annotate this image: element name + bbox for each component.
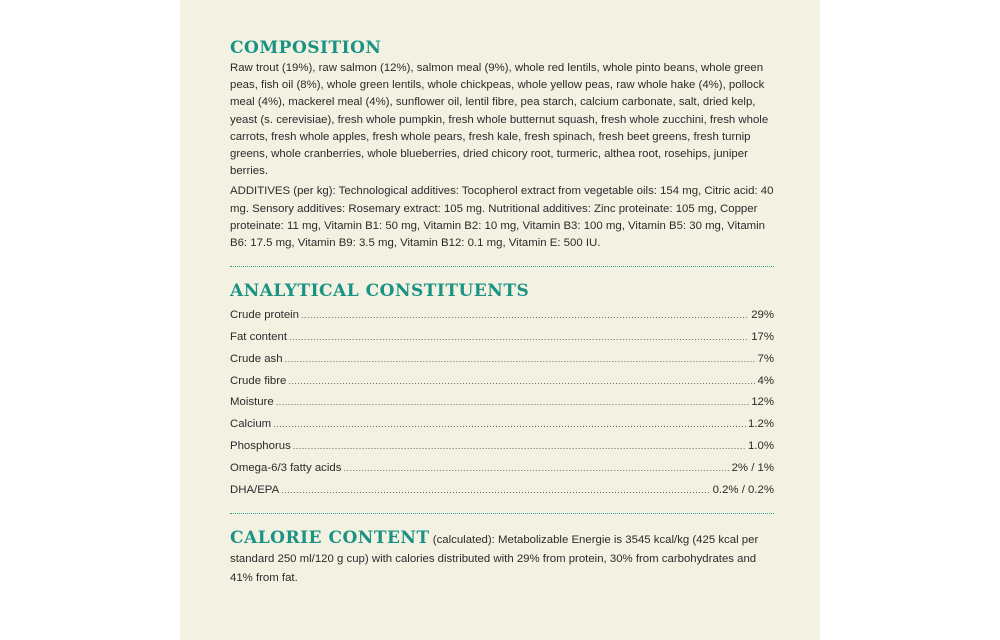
constituent-value: 0.2% / 0.2% [712,483,774,496]
constituent-value: 7% [757,352,774,365]
constituent-row [230,480,774,502]
label-panel [180,0,820,640]
constituent-row [230,392,774,414]
dot-leader [281,480,710,502]
constituent-name: Moisture [230,396,274,409]
dot-leader [289,327,749,349]
constituent-value: 1.0% [748,440,774,453]
constituent-name: Crude ash [230,352,283,365]
calorie-heading: CALORIE CONTENT [230,528,430,549]
additives-text: ADDITIVES (per kg): Technological additives: Tocopherol extract from vegetable oils: 154 mg, Citric acid: 40 mg. Sensory additives: Rosemary extract: 105 mg. Nutritional additives: Zinc proteinate: 105 mg, Copper proteinate: 11 mg, Vitamin B1: 50 mg, Vitamin B2: 10 mg, Vitamin B3: 100 mg, Vitamin B5: 30 mg, Vitamin B6: 17.5 mg, Vitamin B9: 3.5 mg, Vitamin B12: 0.1 mg, Vitamin E: 500 IU. [230,185,774,250]
label-content [230,38,774,588]
constituent-name: Omega-6/3 fatty acids [230,461,342,474]
constituent-value: 17% [751,331,774,344]
dot-leader [285,349,756,371]
dot-leader [301,305,749,327]
constituent-value: 1.2% [748,418,774,431]
constituent-name: Crude protein [230,309,300,322]
dot-leader [273,414,746,436]
constituent-name: Crude fibre [230,374,287,387]
constituents-list [230,305,774,501]
constituent-row [230,458,774,480]
constituent-name: Calcium [230,418,272,431]
constituent-value: 12% [751,396,774,409]
constituent-name: Fat content [230,331,287,344]
dot-leader [343,458,729,480]
ingredients-text: Raw trout (19%), raw salmon (12%), salmon meal (9%), whole red lentils, whole pinto beans, whole green peas, fish oil (8%), whole green lentils, whole chickpeas, whole yellow peas, raw whole hake (4%), pollock meal (4%), mackerel meal (4%), sunflower oil, lentil fibre, pea starch, calcium carbonate, salt, dried kelp, yeast (s. cerevisiae), fresh whole pumpkin, fresh whole butternut squash, fresh whole zucchini, fresh whole carrots, fresh whole apples, fresh whole pears, fresh kale, fresh spinach, fresh beet greens, fresh turnip greens, whole cranberries, whole blueberries, dried chicory root, turmeric, althea root, rosehips, juniper berries. [230,62,769,178]
constituent-row [230,305,774,327]
constituent-row [230,327,774,349]
dot-leader [276,392,750,414]
dot-leader [293,436,746,458]
constituent-value: 4% [757,374,774,387]
constituent-name: DHA/EPA [230,483,280,496]
calorie-paragraph [230,528,774,588]
constituent-row [230,349,774,371]
constituent-row [230,414,774,436]
analytical-heading: ANALYTICAL CONSTITUENTS [230,281,530,302]
dot-leader [288,371,755,393]
constituent-row [230,371,774,393]
constituent-value: 29% [751,309,774,322]
constituent-value: 2% / 1% [731,461,774,474]
constituent-name: Phosphorus [230,440,291,453]
constituent-row [230,436,774,458]
calorie-text: (calculated): Metabolizable Energie is 3545 kcal/kg (425 kcal per standard 250 ml/120 g cup) with calories distributed with 29% from protein, 30% from carbohydrates and 41% from fat. [230,534,759,585]
composition-heading: COMPOSITION [230,38,382,58]
